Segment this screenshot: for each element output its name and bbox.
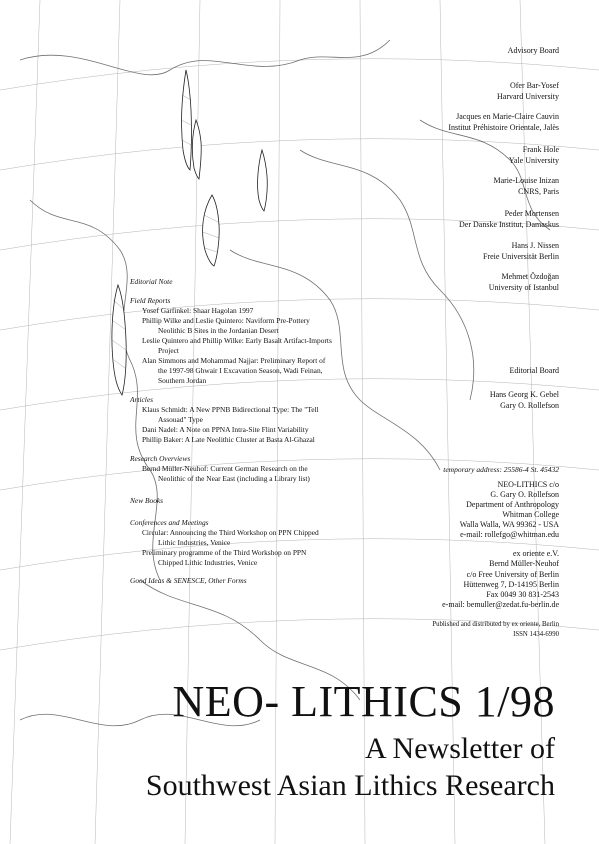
- advisory-member-name: Ofer Bar-Yosef: [509, 81, 559, 90]
- toc-entry: Phillip Baker: A Late Neolithic Cluster at Basta Al-Ghazal: [142, 435, 315, 444]
- toc-entry: Lithic Industries, Venice: [158, 538, 231, 547]
- newsletter-subtitle-line2: Southwest Asian Lithics Research: [145, 769, 555, 802]
- newsletter-title: NEO- LITHICS 1/98: [172, 677, 555, 726]
- lithic-point-drawing: [182, 70, 192, 170]
- contact-email: e-mail: rollefgo@whitman.edu: [460, 530, 559, 539]
- advisory-member-affiliation: University of Istanbul: [488, 283, 559, 292]
- toc-heading-new-books: New Books: [130, 496, 164, 505]
- toc-entry: Neolithic B Sites in the Jordanian Desert: [158, 326, 279, 335]
- lithic-point-drawing: [203, 195, 220, 266]
- editorial-board-heading: Editorial Board: [509, 366, 559, 375]
- lithic-point-drawing: [112, 285, 126, 395]
- advisory-member-name: Frank Hole: [522, 145, 559, 154]
- newsletter-subtitle-line1: A Newsletter of: [365, 732, 555, 765]
- contact-line: c/o Free University of Berlin: [466, 570, 559, 579]
- contact-line: Walla Walla, WA 99362 - USA: [459, 520, 559, 529]
- toc-entry: Phillip Wilke and Leslie Quintero: Naviform Pre-Pottery: [142, 316, 310, 325]
- toc-entry: Preliminary programme of the Third Workshop on PPN: [142, 548, 307, 557]
- toc-entry: Klaus Schmidt: A New PPNB Bidirectional Type: The "Tell: [142, 405, 319, 414]
- lithic-point-drawing: [258, 150, 268, 211]
- toc-heading-conferences: Conferences and Meetings: [130, 518, 209, 527]
- contact-line: Fax 0049 30 831-2543: [486, 590, 559, 599]
- contact-line: Whitman College: [502, 510, 559, 519]
- contact-line: G. Gary O. Rollefson: [490, 490, 559, 499]
- lithic-point-drawing: [192, 120, 201, 179]
- contact-email: e-mail: bemuller@zedat.fu-berlin.de: [442, 600, 559, 609]
- advisory-member-affiliation: Harvard University: [497, 92, 559, 101]
- advisory-board-heading: Advisory Board: [507, 46, 559, 55]
- temporary-address: temporary address: 25586-4 St. 45432: [443, 465, 559, 474]
- advisory-member-name: Mehmet Özdoğan: [501, 272, 559, 281]
- toc-heading-editorial-note: Editorial Note: [130, 277, 173, 286]
- publisher-line: Published and distributed by ex oriente, Berlin: [432, 621, 559, 628]
- toc-entry: Assouad" Type: [158, 415, 203, 424]
- contact-line: NEO-LITHICS c/o: [497, 480, 559, 489]
- contact-line: Hüttenweg 7, D-14195 Berlin: [463, 580, 559, 589]
- toc-entry: Chipped Lithic Industries, Venice: [158, 558, 258, 567]
- contact-line: Bernd Müller-Neuhof: [489, 559, 559, 568]
- toc-heading-articles: Articles: [130, 395, 153, 404]
- toc-entry: Project: [158, 346, 179, 355]
- contact-line: Department of Anthropology: [466, 500, 559, 509]
- contact-line: ex oriente e.V.: [512, 549, 559, 558]
- toc-entry: Alan Simmons and Mohammad Najjar: Preliminary Report of: [142, 356, 326, 365]
- editorial-member: Hans Georg K. Gebel: [489, 390, 559, 399]
- toc-entry: Dani Nadel: A Note on PPNA Intra-Site Flint Variability: [142, 425, 309, 434]
- toc-heading-good-ideas: Good Ideas & SENESCE, Other Forms: [130, 576, 247, 585]
- advisory-member-name: Hans J. Nissen: [511, 241, 559, 250]
- toc-heading-field-reports: Field Reports: [130, 296, 171, 305]
- advisory-member-affiliation: Yale University: [508, 156, 559, 165]
- toc-entry: Leslie Quintero and Phillip Wilke: Early Basalt Artifact-Imports: [142, 336, 332, 345]
- advisory-member-affiliation: Institut Préhistoire Orientale, Jalès: [448, 123, 559, 132]
- toc-entry: the 1997-98 Ghwair I Excavation Season, Wadi Feinan,: [158, 366, 323, 375]
- advisory-member-affiliation: Der Danske Institut, Damaskus: [459, 220, 559, 229]
- toc-entry: Circular: Announcing the Third Workshop on PPN Chipped: [142, 528, 319, 537]
- toc-entry: Yosef Garfinkel: Shaar Hagolan 1997: [142, 306, 254, 315]
- advisory-member-name: Marie-Louise Inizan: [493, 176, 559, 185]
- toc-heading-research-overviews: Research Overviews: [130, 454, 191, 463]
- advisory-member-affiliation: CNRS, Paris: [518, 187, 559, 196]
- toc-entry: Bernd Müller-Neuhof: Current German Research on the: [142, 464, 308, 473]
- advisory-member-affiliation: Freie Universität Berlin: [483, 252, 559, 261]
- issn: ISSN 1434-6990: [513, 631, 559, 638]
- toc-entry: Neolithic of the Near East (including a Library list): [158, 474, 310, 483]
- advisory-member-name: Jacques en Marie-Claire Cauvin: [456, 112, 559, 121]
- toc-entry: Southern Jordan: [158, 376, 207, 385]
- advisory-member-name: Peder Mortensen: [504, 209, 559, 218]
- editorial-member: Gary O. Rollefson: [500, 401, 559, 410]
